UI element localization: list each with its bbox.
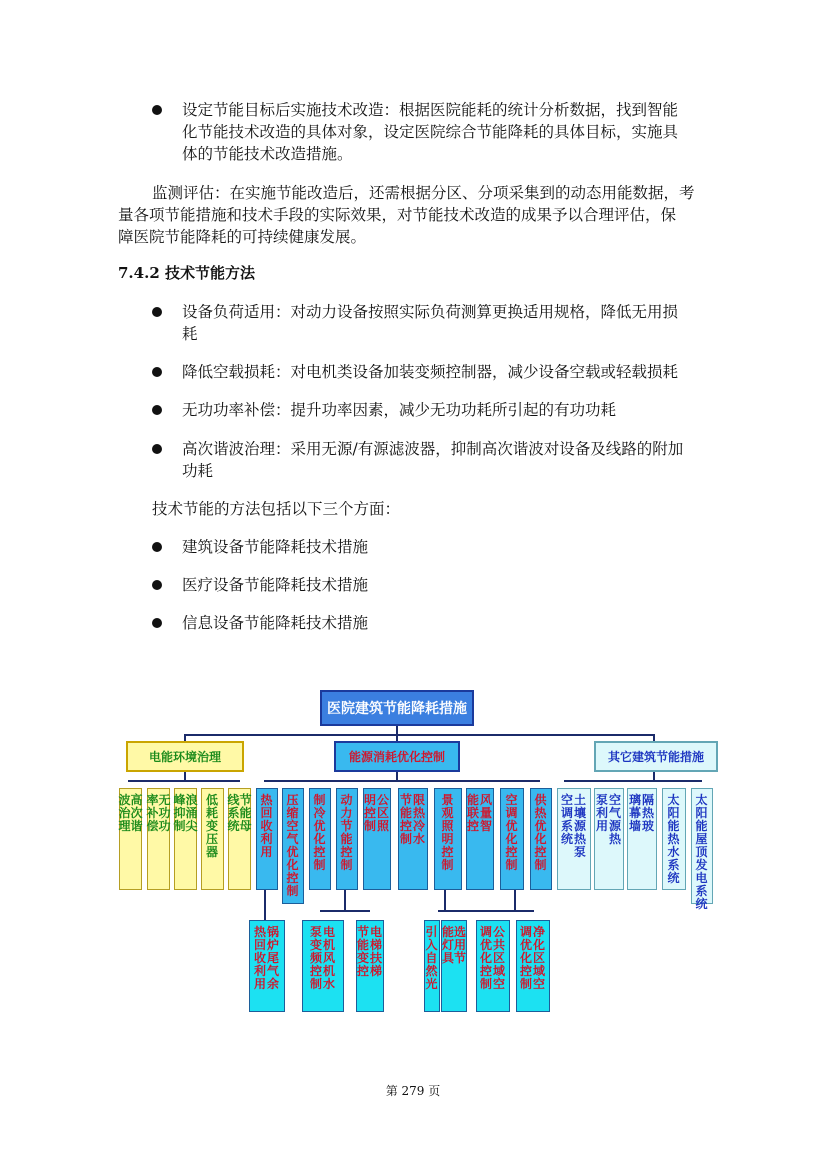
leaf-text-column: 风量智	[480, 793, 493, 833]
bullet-dot	[152, 367, 162, 377]
leaf-text-column: 供热优化控制	[534, 793, 547, 872]
leaf-text-column: 土壤源热泵	[574, 793, 587, 859]
text-line: 设备负荷适用：对动力设备按照实际负荷测算更换适用规格，降低无用损	[182, 303, 679, 321]
paragraph-methods: 技术节能的方法包括以下三个方面：	[152, 500, 401, 518]
bullet-dot	[152, 618, 162, 628]
bullet-no-load	[182, 361, 742, 383]
bullet-dot	[152, 580, 162, 590]
leaf-energy-2	[309, 788, 331, 890]
group-other-measures: 其它建筑节能措施	[594, 741, 718, 772]
leaf-text-column: 璃幕墙	[629, 793, 642, 833]
leaf-text-column: 空气源热	[609, 793, 622, 846]
leaf-power-1	[147, 788, 170, 890]
leaf-other-2	[627, 788, 657, 890]
leaf-energy-9	[530, 788, 552, 890]
leaf-text-column: 高次谐	[130, 793, 143, 833]
leaf-text-column: 电梯扶梯	[370, 925, 383, 978]
leaf-text-column: 线系统	[227, 793, 240, 833]
bullet-smart-retrofit	[182, 99, 742, 165]
text-line: 高次谐波治理：采用无源/有源滤波器，抑制高次谐波对设备及线路的附加	[182, 440, 684, 458]
connector-line	[653, 772, 655, 780]
connector-line	[438, 910, 494, 912]
leaf-text-column: 热回收利用	[254, 925, 267, 991]
connector-line	[344, 890, 346, 910]
bullet-harmonics	[182, 438, 742, 482]
bullet-dot	[152, 444, 162, 454]
leaf-text-column: 能联控	[467, 793, 480, 833]
leaf-text-column: 太阳能屋顶发电系统	[695, 793, 708, 911]
connector-line	[564, 780, 702, 782]
leaf-text-column: 选用节	[454, 925, 467, 965]
bullet-load-fit	[182, 301, 742, 345]
leaf-text-column: 无功功	[158, 793, 171, 833]
bullet-dot	[152, 105, 162, 115]
leaf-text-column: 限热冷水	[413, 793, 426, 846]
leaf-text-column: 调优化控制	[480, 925, 493, 991]
text-line: 降低空载损耗：对电机类设备加装变频控制器，减少设备空载或轻载损耗	[182, 363, 679, 381]
leaf-other-4	[691, 788, 713, 911]
leaf-sub-1	[302, 920, 344, 1012]
text-line: 无功功率补偿：提升功率因素，减少无功功耗所引起的有功功耗	[182, 401, 617, 419]
bullet-dot	[152, 542, 162, 552]
text-line: 设定节能目标后实施技术改造：根据医院能耗的统计分析数据，找到智能	[182, 101, 679, 119]
leaf-sub-5	[476, 920, 510, 1012]
leaf-text-column: 引入自然光	[425, 925, 438, 991]
leaf-other-3	[662, 788, 686, 890]
leaf-text-column: 浪涌尖	[185, 793, 198, 833]
connector-line	[494, 910, 534, 912]
leaf-energy-1	[282, 788, 304, 904]
connector-line	[264, 780, 540, 782]
leaf-text-column: 空调优化控制	[505, 793, 518, 872]
leaf-text-column: 电机风机水	[323, 925, 336, 991]
paragraph-monitoring	[118, 182, 738, 248]
section-title: 7.4.2 技术节能方法	[118, 264, 255, 282]
connector-line	[444, 890, 446, 910]
leaf-sub-0	[249, 920, 285, 1012]
leaf-text-column: 峰抑制	[173, 793, 186, 833]
leaf-other-0	[557, 788, 591, 890]
leaf-text-column: 节能变控	[357, 925, 370, 978]
leaf-text-column: 压缩空气优化控制	[286, 793, 299, 898]
connector-line	[184, 772, 186, 780]
leaf-energy-6	[434, 788, 462, 890]
leaf-text-column: 节能控制	[400, 793, 413, 846]
leaf-text-column: 节能母	[239, 793, 252, 833]
leaf-energy-8	[500, 788, 524, 890]
text-line: 化节能技术改造的具体对象，设定医院综合节能降耗的具体目标，实施具	[182, 123, 679, 141]
leaf-sub-4	[441, 920, 467, 1012]
leaf-energy-3	[336, 788, 358, 890]
connector-line	[128, 780, 240, 782]
leaf-text-column: 率补偿	[146, 793, 159, 833]
leaf-text-column: 热回收利用	[260, 793, 273, 859]
leaf-other-1	[594, 788, 624, 890]
leaf-energy-0	[256, 788, 278, 890]
text-line: 量各项节能措施和技术手段的实际效果，对节能技术改造的成果予以合理评估，保	[118, 206, 677, 224]
text-line: 监测评估：在实施节能改造后，还需根据分区、分项采集到的动态用能数据，考	[152, 184, 695, 202]
text-line: 功耗	[182, 462, 214, 480]
text-line: 体的节能技术改造措施。	[182, 145, 353, 163]
connector-line	[184, 734, 654, 736]
leaf-energy-5	[398, 788, 428, 890]
connector-line	[396, 725, 398, 741]
leaf-text-column: 公区照	[377, 793, 390, 833]
leaf-text-column: 锅炉尾气余	[267, 925, 280, 991]
group-energy-optimization: 能源消耗优化控制	[334, 741, 460, 772]
leaf-text-column: 制冷优化控制	[313, 793, 326, 872]
connector-line	[396, 772, 398, 780]
leaf-text-column: 明控制	[364, 793, 377, 833]
connector-line	[264, 890, 266, 922]
text-line: 障医院节能降耗的可持续健康发展。	[118, 228, 367, 246]
connector-line	[320, 910, 370, 912]
leaf-text-column: 太阳能热水系统	[667, 793, 680, 885]
leaf-sub-3	[424, 920, 440, 1012]
bullet-reactive-power	[182, 399, 742, 421]
bullet-dot	[152, 405, 162, 415]
bullet-dot	[152, 307, 162, 317]
leaf-power-0	[119, 788, 142, 890]
leaf-text-column: 能灯具	[441, 925, 454, 965]
text-line: 耗	[182, 325, 198, 343]
bullet-building: 建筑设备节能降耗技术措施	[182, 538, 369, 556]
leaf-power-2	[174, 788, 197, 890]
leaf-sub-6	[516, 920, 550, 1012]
leaf-text-column: 波治理	[118, 793, 131, 833]
leaf-energy-7	[466, 788, 494, 890]
connector-line	[514, 890, 516, 910]
leaf-text-column: 低耗变压器	[206, 793, 219, 859]
leaf-power-4	[228, 788, 251, 890]
leaf-text-column: 隔热玻	[642, 793, 655, 833]
leaf-text-column: 动力节能控制	[340, 793, 353, 872]
leaf-sub-2	[356, 920, 384, 1012]
group-power-environment: 电能环境治理	[126, 741, 244, 772]
leaf-power-3	[201, 788, 224, 890]
leaf-text-column: 泵利用	[596, 793, 609, 833]
leaf-energy-4	[363, 788, 391, 890]
bullet-info: 信息设备节能降耗技术措施	[182, 614, 369, 632]
diagram-root-box: 医院建筑节能降耗措施	[320, 690, 474, 726]
leaf-text-column: 空调系统	[561, 793, 574, 846]
leaf-text-column: 泵变频控制	[310, 925, 323, 991]
leaf-text-column: 景观照明控制	[441, 793, 454, 872]
leaf-text-column: 净化区域空	[533, 925, 546, 991]
leaf-text-column: 调优化控制	[520, 925, 533, 991]
bullet-medical: 医疗设备节能降耗技术措施	[182, 576, 369, 594]
page-number: 第 279 页	[385, 1084, 441, 1098]
leaf-text-column: 公共区域空	[493, 925, 506, 991]
